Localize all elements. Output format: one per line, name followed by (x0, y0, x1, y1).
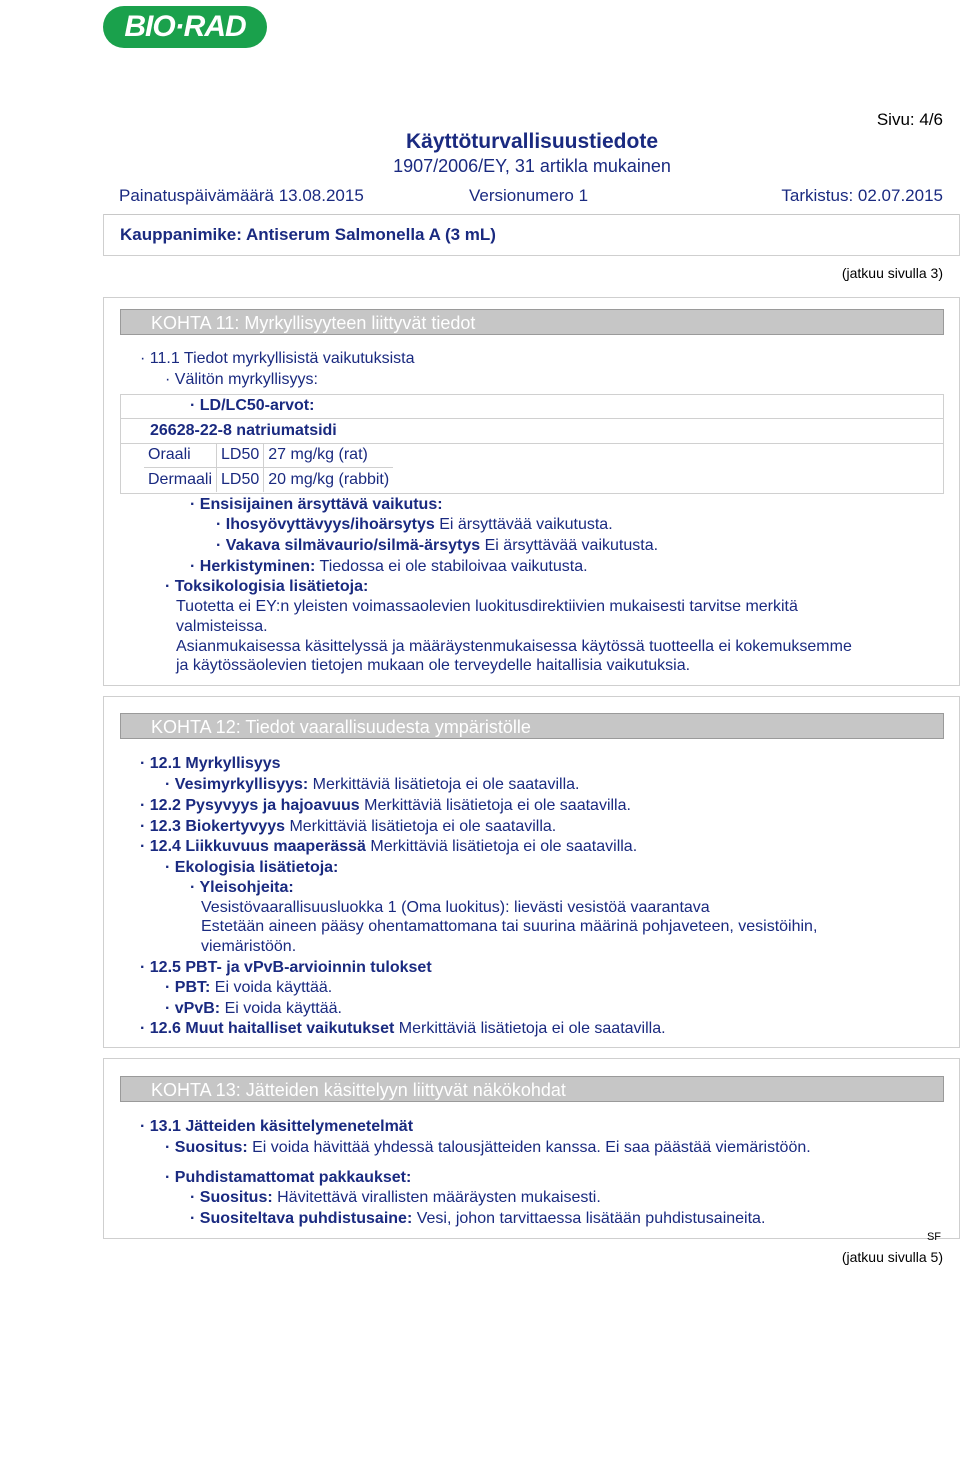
vpvb: · vPvB: Ei voida käyttää. (165, 999, 342, 1019)
sensitisation: · Herkistyminen: Tiedossa ei ole stabiloivaa vaikutusta. (190, 557, 588, 577)
logo-text: BIO·RAD (124, 10, 246, 43)
table-row (144, 443, 393, 468)
table-row (144, 468, 393, 493)
route-cell: Dermaali (144, 468, 217, 493)
skin-irritation: · Ihosyövyttävyys/ihoärsytys Ei ärsyttävää vaikutusta. (216, 515, 613, 535)
general-notes-2: Estetään aineen pääsy ohentamattomana tai suurina määrinä pohjaveteen, vesistöihin, (201, 918, 818, 935)
s11-heading: · 11.1 Tiedot myrkyllisistä vaikutuksista (140, 349, 414, 369)
page-number: Sivu: 4/6 (876, 110, 943, 129)
pbt: · PBT: Ei voida käyttää. (165, 978, 332, 998)
s12-2: · 12.2 Pysyvyys ja hajoavuus Merkittäviä lisätietoja ei ole saatavilla. (140, 796, 631, 816)
document-subtitle: 1907/2006/EY, 31 artikla mukainen (393, 156, 671, 176)
section-12-title: KOHTA 12: Tiedot vaarallisuudesta ympäristölle (151, 717, 531, 737)
section-13-title: KOHTA 13: Jätteiden käsittelyyn liittyvät näkökohdat (151, 1080, 566, 1100)
aquatic-toxicity: · Vesimyrkyllisyys: Merkittäviä lisätietoja ei ole saatavilla. (165, 775, 579, 795)
toxicology-text-3: Asianmukaisessa käsittelyssä ja määräystenmukaisessa käytössä tuotteella ei kokemuksemme (176, 638, 852, 655)
continued-from: (jatkuu sivulla 3) (841, 265, 943, 281)
type-cell: LD50 (217, 468, 264, 493)
section-12-header (120, 713, 944, 739)
ld-values-label: · LD/LC50-arvot: (190, 396, 314, 416)
primary-irritation-label: · Ensisijainen ärsyttävä vaikutus: (190, 495, 443, 515)
toxicology-label: · Toksikologisia lisätietoja: (165, 577, 368, 597)
s12-5-heading: · 12.5 PBT- ja vPvB-arvioinnin tulokset (140, 958, 432, 978)
type-cell: LD50 (217, 443, 264, 468)
language-code: SF (926, 1231, 941, 1243)
version-number: Versionumero 1 (469, 186, 589, 205)
recommendation-2: · Suositus: Hävitettävä virallisten määräysten mukaisesti. (190, 1188, 601, 1208)
toxicology-text-2: valmisteissa. (176, 618, 268, 635)
uncleaned-packaging-label: · Puhdistamattomat pakkaukset: (165, 1168, 411, 1188)
s13-1-heading: · 13.1 Jätteiden käsittelymenetelmät (140, 1117, 413, 1137)
eye-irritation: · Vakava silmävaurio/silmä-ärsytys Ei ärsyttävää vaikutusta. (216, 536, 658, 556)
general-notes-label: · Yleisohjeita: (190, 878, 294, 898)
s12-3: · 12.3 Biokertyvyys Merkittäviä lisätietoja ei ole saatavilla. (140, 817, 556, 837)
toxicology-text-4: ja käytössäolevien tietojen mukaan ole terveydelle haitallisia vaikutuksia. (176, 657, 691, 674)
route-cell: Oraali (144, 443, 217, 468)
continued-to: (jatkuu sivulla 5) (841, 1249, 943, 1265)
general-notes-1: Vesistövaarallisuusluokka 1 (Oma luokitus): lievästi vesistöä vaarantava (201, 899, 710, 916)
cleaning-agent: · Suositeltava puhdistusaine: Vesi, johon tarvittaessa lisätään puhdistusaineita. (190, 1209, 765, 1229)
value-cell: 27 mg/kg (rat) (264, 443, 393, 468)
ld-table (144, 443, 393, 492)
toxicology-text-1: Tuotetta ei EY:n yleisten voimassaolevien luokitusdirektiivien mukaisesti tarvitse merkitä (176, 598, 798, 615)
document-title: Käyttöturvallisuustiedote (405, 130, 659, 153)
bio-rad-logo (103, 6, 267, 48)
print-date: Painatuspäivämäärä 13.08.2015 (119, 186, 364, 205)
trade-name: Kauppanimike: Antiserum Salmonella A (3 mL) (120, 225, 496, 244)
s12-4: · 12.4 Liikkuvuus maaperässä Merkittäviä lisätietoja ei ole saatavilla. (140, 837, 637, 857)
section-11-header (120, 309, 944, 335)
s12-1-heading: · 12.1 Myrkyllisyys (140, 754, 281, 774)
section-13-header (120, 1076, 944, 1102)
general-notes-3: viemäristöön. (201, 938, 297, 955)
revision-date: Tarkistus: 02.07.2015 (781, 186, 943, 205)
recommendation: · Suositus: Ei voida hävittää yhdessä talousjätteiden kanssa. Ei saa päästää viemäristöön. (165, 1138, 811, 1158)
value-cell: 20 mg/kg (rabbit) (264, 468, 393, 493)
substance-name: 26628-22-8 natriumatsidi (150, 422, 337, 439)
eco-info-label: · Ekologisia lisätietoja: (165, 858, 338, 878)
s12-6: · 12.6 Muut haitalliset vaikutukset Merkittäviä lisätietoja ei ole saatavilla. (140, 1019, 666, 1039)
section-11-title: KOHTA 11: Myrkyllisyyteen liittyvät tiedot (151, 313, 476, 333)
trade-name-box (103, 214, 960, 256)
ld-divider (120, 418, 944, 419)
acute-toxicity-label: · Välitön myrkyllisyys: (165, 370, 318, 390)
